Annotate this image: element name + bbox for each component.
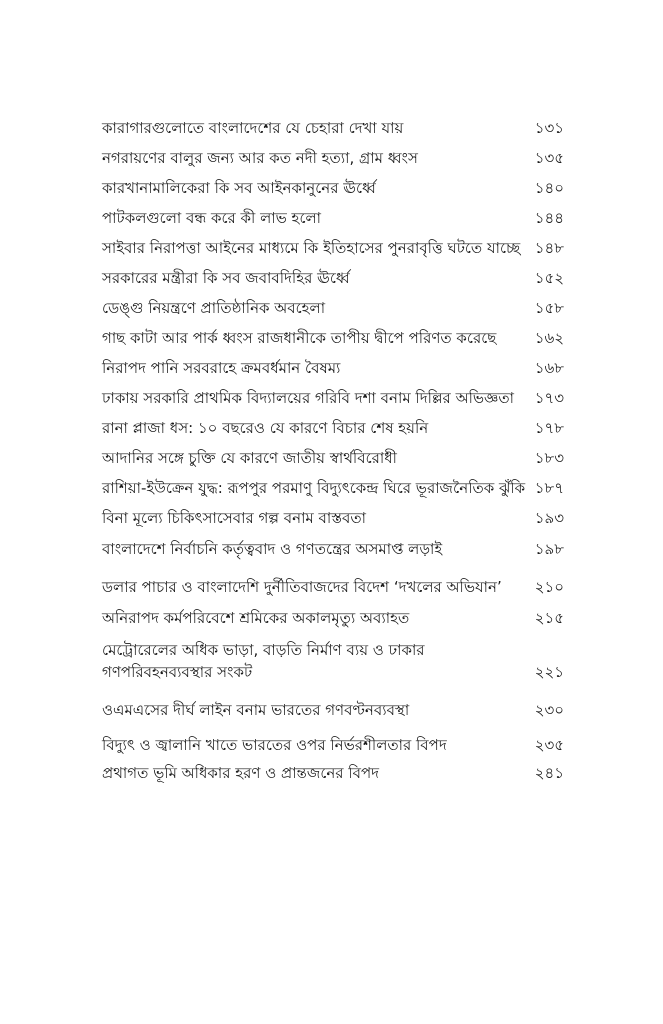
toc-entry <box>102 639 572 687</box>
toc-entry-page-number: ১৭৮ <box>534 419 564 437</box>
toc-entry-page-number: ২৩০ <box>534 701 564 719</box>
toc-entry-title: কারাগারগুলোতে বাংলাদেশের যে চেহারা দেখা যায় <box>102 119 404 137</box>
toc-entry-title: সরকারের মন্ত্রীরা কি সব জবাবদিহির ঊর্ধ্বে <box>102 269 350 287</box>
toc-entry-page-number: ১৪০ <box>534 179 564 197</box>
toc-entry-page-number: ১৪৪ <box>534 209 564 227</box>
toc-entry-title: বিদ্যুৎ ও জ্বালানি খাতে ভারতের ওপর নির্ভরশীলতার বিপদ <box>102 736 447 754</box>
toc-entry-page-number: ১৭৩ <box>534 389 564 407</box>
toc-entry-title: নগরায়ণের বালুর জন্য আর কত নদী হত্যা, গ্রাম ধ্বংস <box>102 149 418 167</box>
toc-entry-title: আদানির সঙ্গে চুক্তি যে কারণে জাতীয় স্বার্থবিরোধী <box>102 449 397 467</box>
toc-entry-page-number: ১৩৫ <box>534 149 564 167</box>
toc-entry-page-number: ১৯৩ <box>534 509 564 527</box>
toc-entry-title: পাটকলগুলো বন্ধ করে কী লাভ হলো <box>102 209 321 227</box>
toc-entry-page-number: ১৬৮ <box>534 359 564 377</box>
toc-entry-page-number: ১৯৮ <box>534 540 564 558</box>
toc-entry-page-number: ২১৫ <box>534 609 564 627</box>
toc-entry-page-number: ২৪১ <box>534 764 564 782</box>
toc-entry-page-number: ২৩৫ <box>534 736 564 754</box>
toc-entry-title: ঢাকায় সরকারি প্রাথমিক বিদ্যালয়ের গরিবি দশা বনাম দিল্লির অভিজ্ঞতা <box>102 389 514 407</box>
toc-entry-page-number: ২১০ <box>534 578 564 596</box>
toc-entry-page-number: ১৪৮ <box>534 239 564 257</box>
toc-entry-page-number: ১৩১ <box>534 119 564 137</box>
toc-entry-title: ডলার পাচার ও বাংলাদেশি দুর্নীতিবাজদের বিদেশ ‘দখলের অভিযান’ <box>102 578 502 596</box>
toc-entry-page-number: ১৮৭ <box>534 479 564 497</box>
toc-entry-title: ডেঙ্গু নিয়ন্ত্রণে প্রাতিষ্ঠানিক অবহেলা <box>102 299 326 317</box>
toc-entry-title: রাশিয়া-ইউক্রেন যুদ্ধ: রূপপুর পরমাণু বিদ্যুৎকেন্দ্র ঘিরে ভূরাজনৈতিক ঝুঁকি <box>102 479 526 497</box>
toc-entry-title: মেট্রোরেলের অধিক ভাড়া, বাড়তি নির্মাণ ব্যয় ও ঢাকার গণপরিবহনব্যবস্থার সংকট <box>102 641 425 681</box>
toc-entry-page-number: ২২১ <box>534 663 564 681</box>
toc-entry-title: অনিরাপদ কর্মপরিবেশে শ্রমিকের অকালমৃত্যু অব্যাহত <box>102 609 410 627</box>
toc-entry-title: গাছ কাটা আর পার্ক ধ্বংস রাজধানীকে তাপীয় দ্বীপে পরিণত করেছে <box>102 329 497 347</box>
toc-entry-title: কারখানামালিকেরা কি সব আইনকানুনের ঊর্ধ্বে <box>102 179 376 197</box>
toc-entry-page-number: ১৬২ <box>534 329 564 347</box>
toc-entry-title: ওএমএসের দীর্ঘ লাইন বনাম ভারতের গণবণ্টনব্যবস্থা <box>102 701 410 719</box>
toc-entry-page-number: ১৮৩ <box>534 449 564 467</box>
toc-entry-title: বিনা মূল্যে চিকিৎসাসেবার গল্প বনাম বাস্তবতা <box>102 509 366 527</box>
toc-entry-title: বাংলাদেশে নির্বাচনি কর্তৃত্ববাদ ও গণতন্ত্রের অসমাপ্ত লড়াই <box>102 540 443 558</box>
toc-entry-title: রানা প্লাজা ধস: ১০ বছরেও যে কারণে বিচার শেষ হয়নি <box>102 419 429 437</box>
toc-entry-title: নিরাপদ পানি সরবরাহে ক্রমবর্ধমান বৈষম্য <box>102 359 341 377</box>
toc-entry-title: প্রথাগত ভূমি অধিকার হরণ ও প্রান্তজনের বিপদ <box>102 764 380 782</box>
toc-entry-page-number: ১৫৮ <box>534 299 564 317</box>
toc-entry-page-number: ১৫২ <box>534 269 564 287</box>
toc-entry-title: সাইবার নিরাপত্তা আইনের মাধ্যমে কি ইতিহাসের পুনরাবৃত্তি ঘটতে যাচ্ছে <box>102 239 521 257</box>
